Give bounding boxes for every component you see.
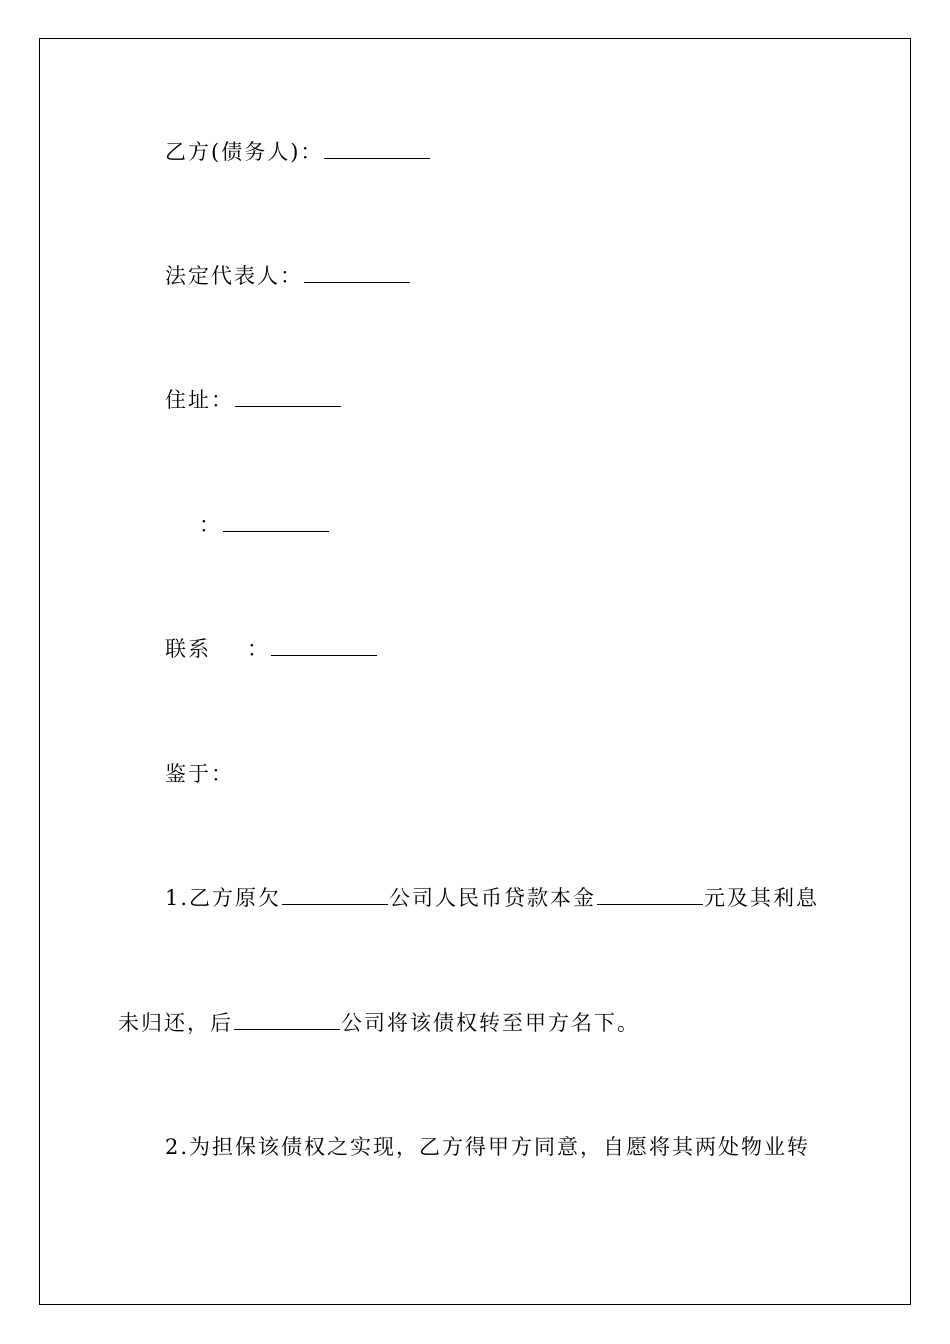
party-b-line <box>165 138 431 166</box>
clause-2-line-1 <box>165 1133 810 1161</box>
clause-1-line-2 <box>118 1009 640 1037</box>
legal-rep-label: 法定代表人： <box>165 264 303 288</box>
contact-blank[interactable] <box>271 637 377 656</box>
clause-1-part-5: 公司将该债权转至甲方名下。 <box>341 1011 640 1035</box>
contact-label-prefix: 联系 <box>165 637 211 661</box>
clause-1-part-1: 1.乙方原欠 <box>165 886 282 910</box>
unlabeled-field-line <box>199 511 330 539</box>
principal-amount-blank[interactable] <box>597 886 703 905</box>
party-b-blank[interactable] <box>324 140 430 159</box>
unlabeled-field-blank[interactable] <box>223 513 329 532</box>
legal-rep-line <box>165 262 411 290</box>
clause-2-text: 2.为担保该债权之实现，乙方得甲方同意，自愿将其两处物业转 <box>165 1135 811 1159</box>
address-label: 住址： <box>165 388 234 412</box>
clause-1-part-2: 公司人民币贷款本金 <box>389 886 597 910</box>
transferor-company-blank[interactable] <box>234 1011 340 1030</box>
page-frame <box>39 38 911 1305</box>
whereas-label: 鉴于： <box>165 762 234 786</box>
legal-rep-blank[interactable] <box>304 264 410 283</box>
address-line <box>165 386 342 414</box>
address-blank[interactable] <box>235 388 341 407</box>
clause-1-part-3: 元及其利息 <box>704 886 820 910</box>
unlabeled-field-label: ： <box>199 513 222 537</box>
contact-line <box>165 635 378 663</box>
original-company-blank[interactable] <box>282 886 388 905</box>
whereas-line <box>165 760 234 788</box>
clause-1-part-4: 未归还，后 <box>118 1011 233 1035</box>
contact-label-suffix: ： <box>247 637 270 661</box>
clause-1-line-1 <box>165 884 819 912</box>
party-b-label: 乙方(债务人)： <box>165 140 324 164</box>
